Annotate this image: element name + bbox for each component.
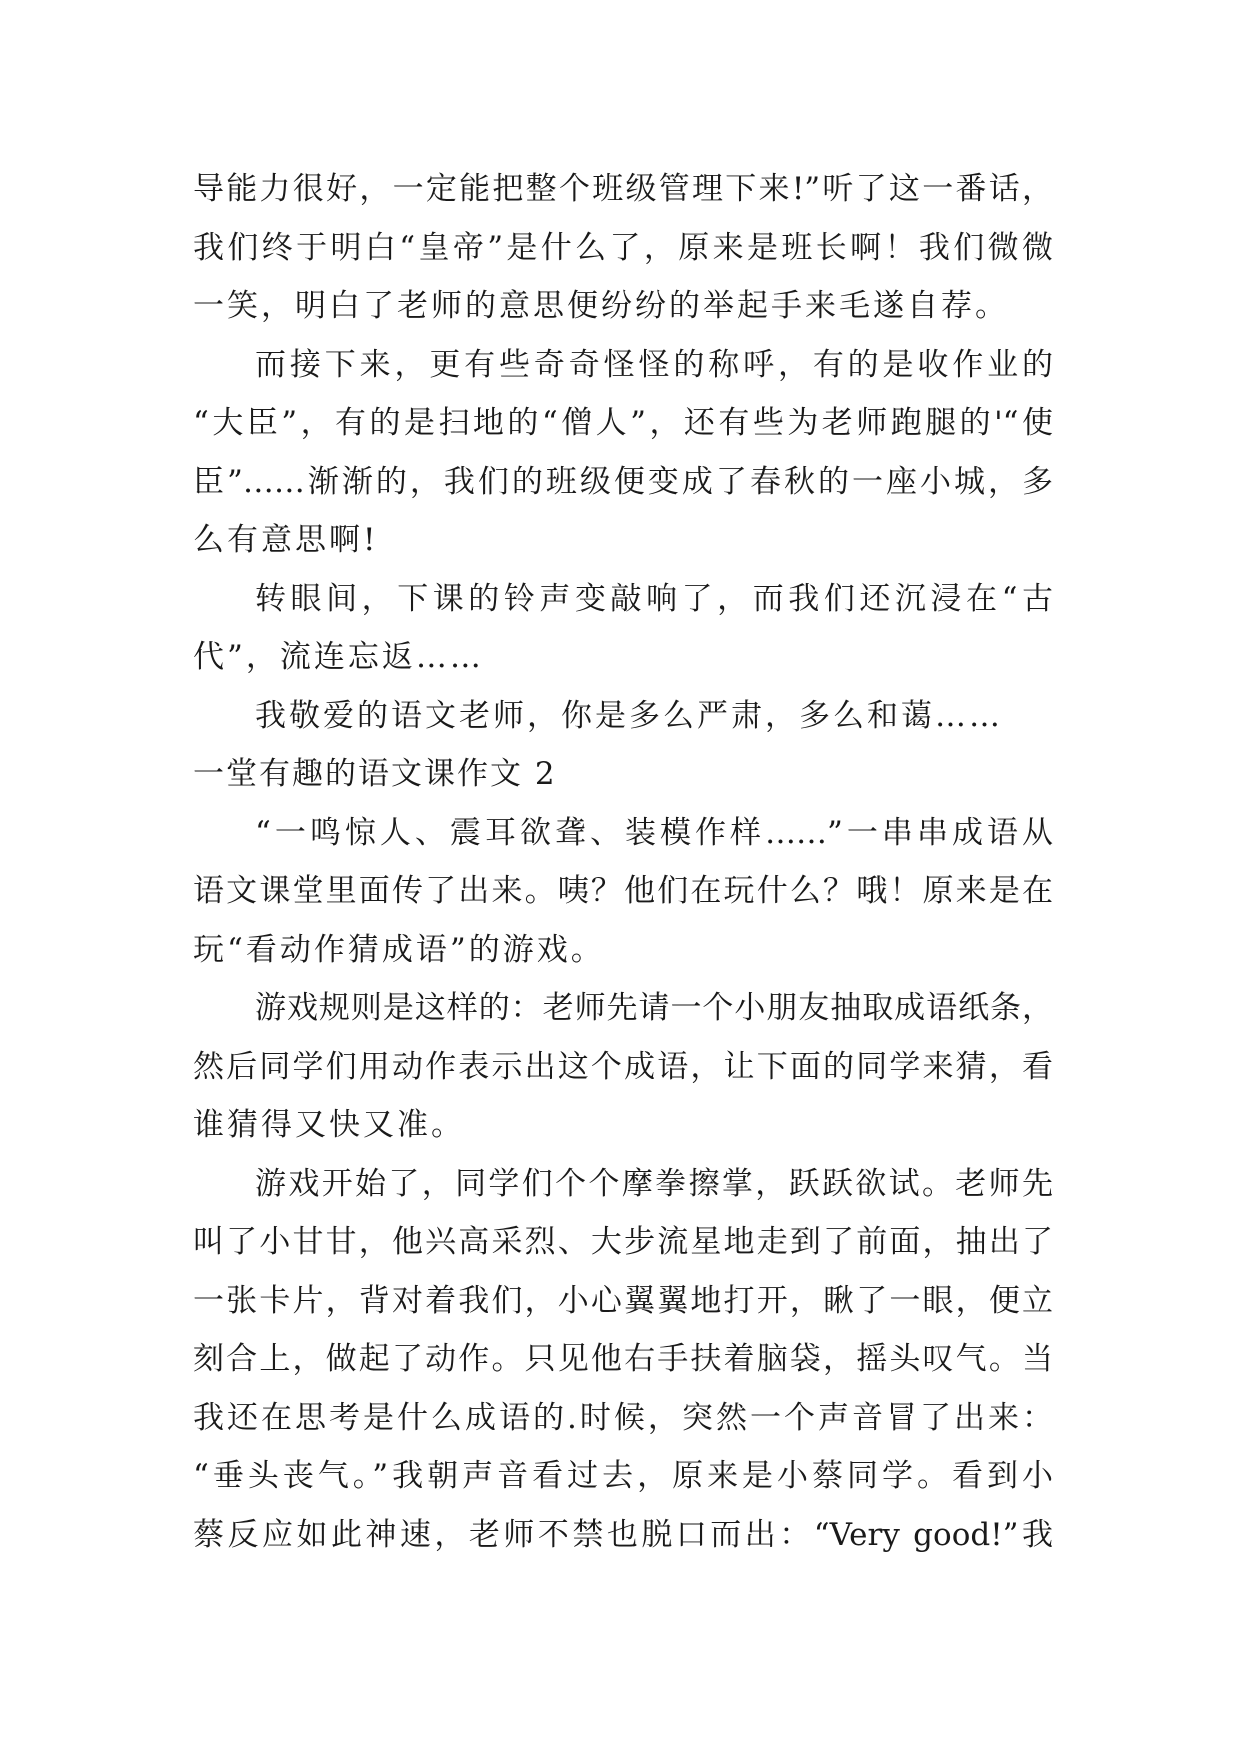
text-line: 代”，流连忘返……: [193, 639, 484, 675]
text-line: 我敬爱的语文老师，你是多么严肃，多么和蔼……: [255, 697, 1003, 734]
text-line: 游戏规则是这样的：老师先请一个小朋友抽取成语纸条，: [255, 990, 1053, 1026]
text-line: “垂头丧气。”我朝声音看过去，原来是小蔡同学。看到小: [193, 1458, 1053, 1494]
document-body: [193, 160, 1053, 1564]
text-line: 一张卡片，背对着我们，小心翼翼地打开，瞅了一眼，便立: [193, 1282, 1053, 1319]
text-line: 蔡反应如此神速，老师不禁也脱口而出：“Very good!”我: [193, 1516, 1053, 1553]
section-heading: 一堂有趣的语文课作文 2: [193, 756, 557, 792]
text-line: 叫了小甘甘，他兴高采烈、大步流星地走到了前面，抽出了: [193, 1224, 1053, 1260]
text-line: 游戏开始了，同学们个个摩拳擦掌，跃跃欲试。老师先: [255, 1165, 1053, 1202]
text-line: 我还在思考是什么成语的.时候，突然一个声音冒了出来：: [193, 1399, 1053, 1436]
text-line: 一笑，明白了老师的意思便纷纷的举起手来毛遂自荐。: [193, 288, 1009, 324]
text-line: “大臣”，有的是扫地的“僧人”，还有些为老师跑腿的'“使: [193, 405, 1053, 441]
text-line: 而接下来，更有些奇奇怪怪的称呼，有的是收作业的: [255, 346, 1053, 383]
text-line: 谁猜得又快又准。: [193, 1107, 465, 1143]
text-line: 么有意思啊!: [193, 522, 379, 558]
text-line: 我们终于明白“皇帝”是什么了，原来是班长啊！我们微微: [193, 229, 1053, 266]
text-line: 转眼间，下课的铃声变敲响了，而我们还沉浸在“古: [255, 580, 1053, 617]
text-line: 刻合上，做起了动作。只见他右手扶着脑袋，摇头叹气。当: [193, 1341, 1053, 1377]
text-line: 导能力很好，一定能把整个班级管理下来!”听了这一番话，: [193, 171, 1053, 207]
text-line: “一鸣惊人、震耳欲聋、装模作样……”一串串成语从: [255, 814, 1053, 851]
text-line: 臣”……渐渐的，我们的班级便变成了春秋的一座小城，多: [193, 463, 1053, 500]
text-line: 玩“看动作猜成语”的游戏。: [193, 931, 605, 968]
text-line: 语文课堂里面传了出来。咦？他们在玩什么？哦！原来是在: [193, 873, 1053, 909]
text-line: 然后同学们用动作表示出这个成语，让下面的同学来猜，看: [193, 1048, 1053, 1085]
